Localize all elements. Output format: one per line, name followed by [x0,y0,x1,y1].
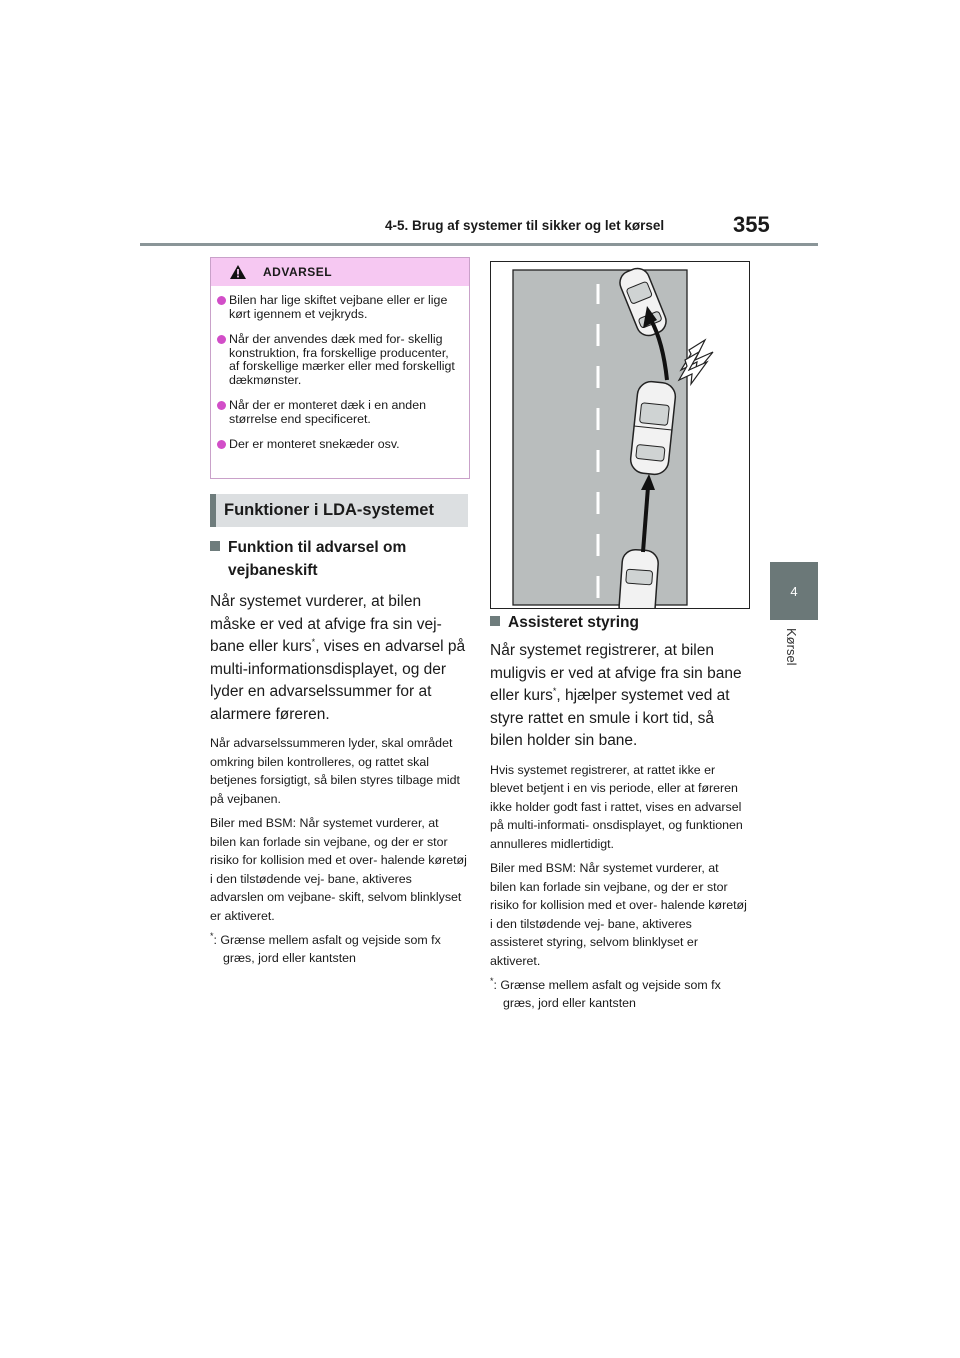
left-note-2: Biler med BSM: Når systemet vurderer, at bilen kan forlade sin vejbane, og der er stor risiko for kollision med et over- halende køretøj i den tilstødende vej- bane, aktiveres advarslen om vejbane- skift, selvom blinklyset er aktiveret. [210,816,467,923]
section-heading: Funktioner i LDA-systemet [210,494,468,527]
section-title: 4-5. Brug af systemer til sikker og let kørsel [385,218,665,233]
chapter-label: Kørsel [784,628,799,666]
right-note-1: Hvis systemet registrerer, at rattet ikke er blevet betjent i en vis periode, eller at føreren ikke holder godt fast i rattet, vises en advarsel på multi-informati- onsdisplayet, og funktionen annulleres midlertidigt. [490,762,743,851]
bullet-icon [217,440,226,449]
warning-list [211,286,469,452]
right-paragraph: Når systemet registrerer, at bilen muligvis er ved at afvige fra sin bane eller kurs*, hjælper systemet ved at styre rattet en smule i kort tid, så bilen holder sin bane. [490,642,742,749]
right-subheading: Assisteret styring [490,611,748,634]
car-bottom-icon [618,549,659,608]
warning-header [211,258,469,286]
right-footnote: *: Grænse mellem asfalt og vejside som fx græs, jord eller kantsten [490,975,721,1010]
left-note-1: Når advarselssummeren lyder, skal området omkring bilen kontrolleres, og rattet skal betjenes forsigtigt, så bilen styres tilbage midt på vejbanen. [210,736,461,806]
road-diagram [491,262,749,608]
header-rule [140,243,818,246]
left-paragraph: Når systemet vurderer, at bilen måske er ved at afvige fra sin vej- bane eller kurs*, vises en advarsel på multi-informationsdisplayet, og der lyder en advarselssummer for at alarmere føreren. [210,593,466,723]
chapter-tab [770,562,818,620]
page-number: 355 [733,212,770,237]
warning-item: Når der anvendes dæk med for- skellig konstruktion, fra forskellige producenter, af forskellige mærker eller med forskelligt dækmønster. [217,333,461,387]
bullet-icon [217,335,226,344]
bullet-icon [217,296,226,305]
warning-box [210,257,470,479]
warning-item: Der er monteret snekæder osv. [217,438,461,452]
chapter-label-wrap [783,628,803,688]
bullet-icon [217,401,226,410]
warning-triangle-icon [229,264,247,280]
warning-item: Bilen har lige skiftet vejbane eller er lige kørt igennem et vejkryds. [217,294,461,321]
warning-item: Når der er monteret dæk i en anden størrelse end specificeret. [217,399,461,426]
square-bullet-icon [490,616,500,626]
right-column [490,611,748,1012]
left-column [210,536,468,967]
lane-departure-illustration [490,261,750,609]
square-bullet-icon [210,541,220,551]
warning-title: ADVARSEL [263,265,333,279]
left-subheading: Funktion til advarsel om vejbaneskift [210,536,468,582]
left-footnote: *: Grænse mellem asfalt og vejside som fx græs, jord eller kantsten [210,930,441,965]
chapter-number: 4 [790,583,798,599]
right-note-2: Biler med BSM: Når systemet vurderer, at bilen kan forlade sin vejbane, og der er stor risiko for kollision med et over- halende køretøj i den tilstødende vej- bane, aktiveres assisteret styring, selvom blinklyset er aktiveret. [490,861,747,968]
